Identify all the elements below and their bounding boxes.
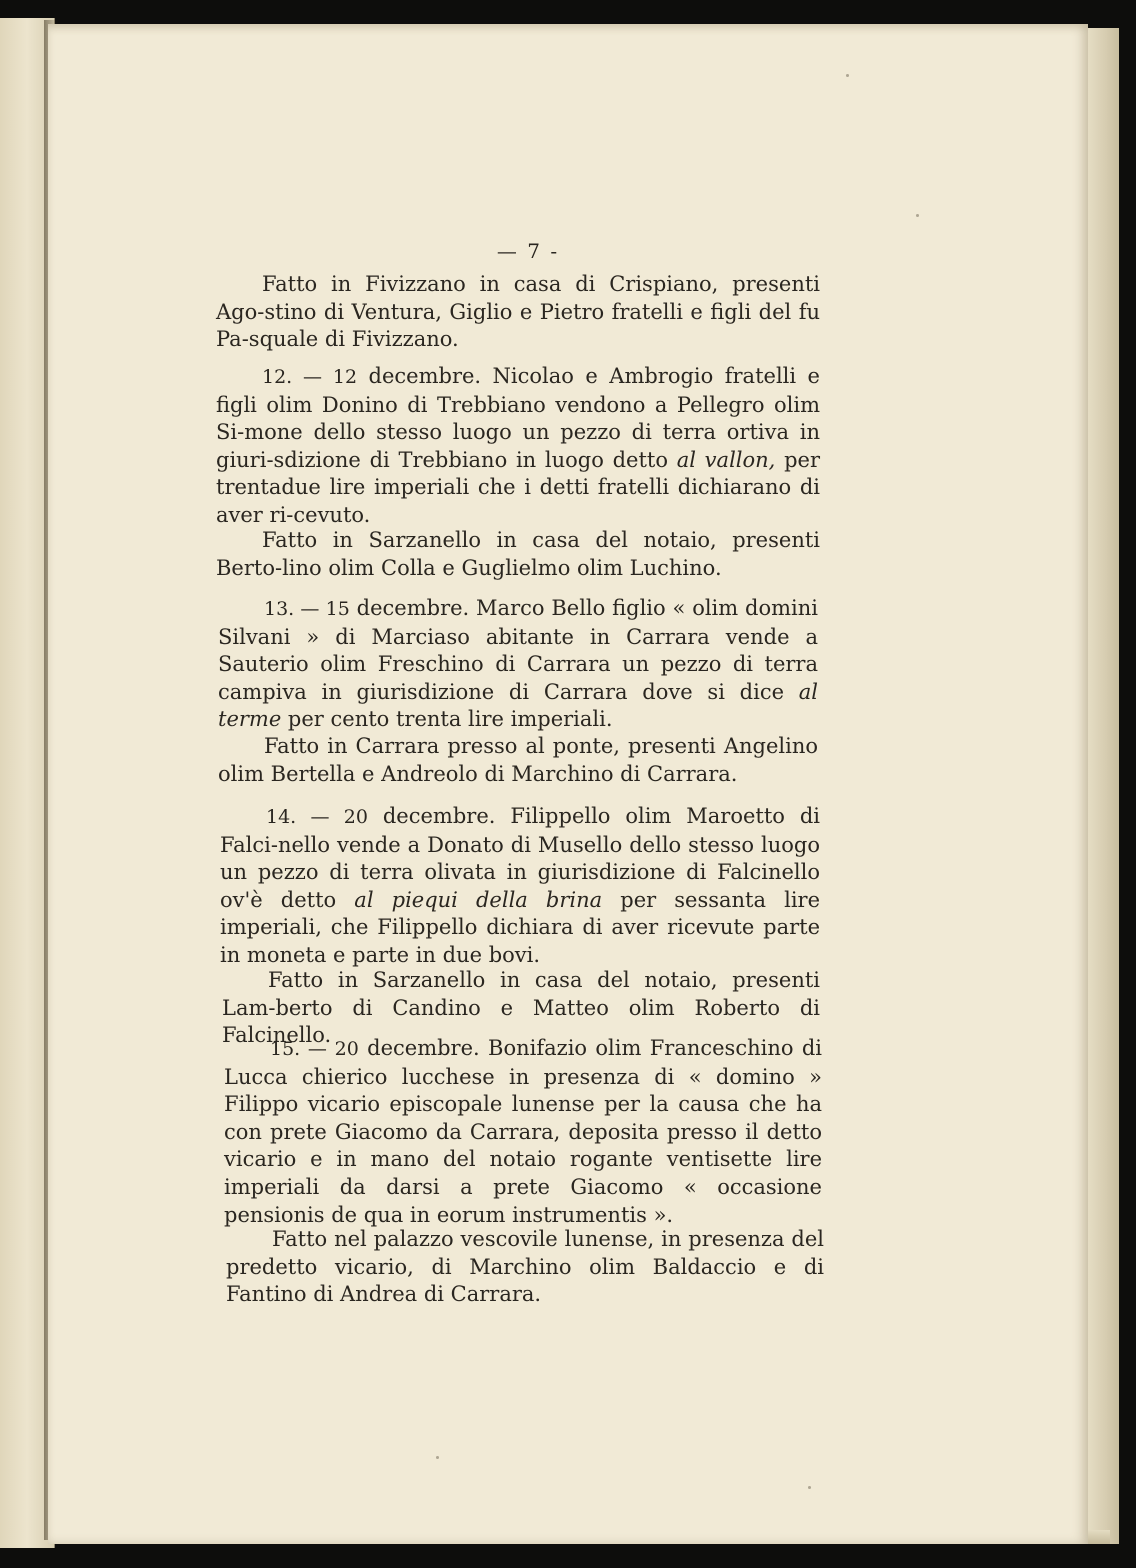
entry-number: 14. — 20 (266, 806, 368, 828)
book-page (48, 24, 1088, 1544)
paper-speck (916, 214, 919, 217)
entry-number: 15. — 20 (270, 1038, 359, 1060)
paragraph-3: Fatto in Sarzanello in casa del notaio, presenti Berto-lino olim Colla e Guglielmo olim Luchino. (216, 528, 820, 580)
paragraph-entry-12: 12. — 12 decembre. Nicolao e Ambrogio fratelli e figli olim Donino di Trebbiano vendono a Pellegro olim Si-mone dello stesso luogo un pezzo di terra ortiva in giuri-sdizione di Trebbiano in luogo detto al vallon, per trentadue lire imperiali che i detti fratelli dichiarano di aver ri-cevuto. (216, 364, 820, 527)
place-name-italic: al piequi della brina (354, 887, 603, 912)
entry-number: 13. — 15 (264, 598, 350, 620)
paragraph-7: Fatto in Sarzanello in casa del notaio, presenti Lam-berto di Candino e Matteo olim Roberto di Falcinello. (222, 968, 820, 1048)
paper-speck (808, 1486, 811, 1489)
paper-speck (846, 74, 849, 77)
paragraph-entry-14: 14. — 20 decembre. Filippello olim Maroetto di Falci-nello vende a Donato di Musello dello stesso luogo un pezzo di terra olivata in giurisdizione di Falcinello ov'è detto al piequi della brina per sessanta lire imperiali, che Filippello dichiara di aver ricevute parte in moneta e parte in due bovi. (220, 804, 821, 967)
paragraph-entry-13: 13. — 15 decembre. Marco Bello figlio « olim domini Silvani » di Marciaso abitante in Carrara vende a Sauterio olim Freschino di Carrara un pezzo di terra campiva in giurisdizione di Carrara dove si dice al terme per cento trenta lire imperiali. (218, 596, 818, 732)
page-number: — 7 - (496, 239, 560, 263)
page-stack-edge (1086, 28, 1119, 1544)
place-name-italic: al terme (218, 679, 818, 732)
paragraph-5: Fatto in Carrara presso al ponte, presenti Angelino olim Bertella e Andreolo di Marchino di Carrara. (218, 734, 818, 786)
paragraph-entry-15: 15. — 20 decembre. Bonifazio olim Franceschino di Lucca chierico lucchese in presenza di « domino » Filippo vicario episcopale lunense per la causa che ha con prete Giacomo da Carrara, deposita presso il detto vicario e in mano del notaio rogante ventisette lire imperiali da darsi a prete Giacomo « occasione pensionis de qua in eorum instrumentis ». (224, 1036, 822, 1227)
paragraph-9: Fatto nel palazzo vescovile lunense, in presenza del predetto vicario, di Marchino olim Baldaccio e di Fantino di Andrea di Carrara. (226, 1227, 824, 1307)
paper-speck (436, 1456, 439, 1459)
place-name-italic: al vallon, (676, 447, 776, 472)
entry-number: 12. — 12 (262, 366, 358, 388)
paragraph-1: Fatto in Fivizzano in casa di Crispiano, presenti Ago-stino di Ventura, Giglio e Pietro fratelli e figli del fu Pa-squale di Fivizzano. (216, 272, 820, 352)
